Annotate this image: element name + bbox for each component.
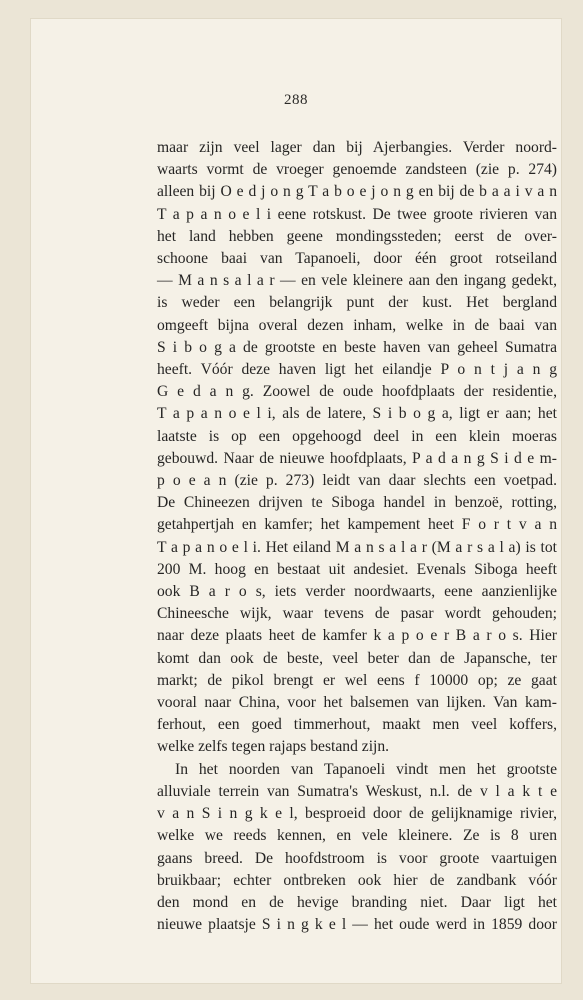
text-line: v a n S i n g k e l, besproeid door de gelijknamige rivier, [157, 805, 557, 823]
text-line: S i b o g a de grootste en beste haven van geheel Sumatra [157, 338, 557, 356]
text-line: 200 M. hoog en bestaat uit andesiet. Evenals Siboga heeft [157, 560, 557, 578]
text-line: De Chineezen drijven te Siboga handel in benzoë, rotting, [157, 494, 557, 512]
text-line: vooral naar China, voor het balsemen van lijken. Van kam- [157, 694, 557, 712]
text-line: omgeeft bijna overal dezen inham, welke in de baai van [157, 316, 557, 334]
text-line: ferhout, een goed timmerhout, maakt men veel koffers, [157, 716, 557, 734]
text-line: markt; de pikol brengt er wel eens f 10000 op; ze gaat [157, 671, 557, 689]
text-line: alluviale terrein van Sumatra's Weskust, n.l. de v l a k t e [157, 782, 557, 800]
text-line: In het noorden van Tapanoeli vindt men het grootste [175, 760, 557, 778]
book-page [30, 18, 562, 984]
text-line: p o e a n (zie p. 273) leidt van daar slechts een voetpad. [157, 472, 557, 490]
text-line: T a p a n o e l i eene rotskust. De twee groote rivieren van [157, 205, 557, 223]
text-line: heeft. Vóór deze haven ligt het eilandje P o n t j a n g [157, 361, 557, 379]
text-line: T a p a n o e l i, als de latere, S i b o g a, ligt er aan; het [157, 405, 557, 423]
text-line: bruikbaar; echter ontbreken ook hier de zandbank vóór [157, 871, 557, 889]
text-line: welke we reeds kennen, en vele kleinere. Ze is 8 uren [157, 827, 557, 845]
text-line: is weder een belangrijk punt der kust. Het bergland [157, 294, 557, 312]
text-line: waarts vormt de vroeger genoemde zandsteen (zie p. 274) [157, 161, 557, 179]
text-line: maar zijn veel lager dan bij Ajerbangies. Verder noord- [157, 139, 557, 156]
text-line: — M a n s a l a r — en vele kleinere aan den ingang gedekt, [157, 272, 557, 290]
page-number: 288 [284, 92, 308, 108]
body-text [157, 137, 557, 936]
text-line: den mond en de hevige branding niet. Daar ligt het [157, 893, 557, 911]
text-line: het land hebben geene mondingssteden; eerst de over- [157, 227, 557, 245]
text-line: schoone baai van Tapanoeli, door één groot rotseiland [157, 250, 557, 268]
text-line: gaans breed. De hoofdstroom is voor groote vaartuigen [157, 849, 557, 867]
text-line: getahpertjah en kamfer; het kampement heet F o r t v a n [157, 516, 557, 534]
text-line: komt dan ook de beste, veel beter dan de Japansche, ter [157, 649, 557, 667]
text-line: welke zelfs tegen rajaps bestand zijn. [157, 738, 390, 756]
text-line: T a p a n o e l i. Het eiland M a n s a l a r (M a r s a l a) is tot [157, 538, 557, 556]
text-line: naar deze plaats heet de kamfer k a p o e r B a r o s. Hier [157, 627, 557, 645]
text-line: alleen bij O e d j o n g T a b o e j o n g en bij de b a a i v a n [157, 183, 557, 201]
text-line: ook B a r o s, iets verder noordwaarts, eene aanzienlijke [157, 583, 557, 601]
text-line: G e d a n g. Zoowel de oude hoofdplaats der residentie, [157, 383, 557, 401]
text-line: gebouwd. Naar de nieuwe hoofdplaats, P a d a n g S i d e m- [157, 449, 557, 467]
text-line: nieuwe plaatsje S i n g k e l — het oude werd in 1859 door [157, 916, 557, 934]
text-line: Chineesche wijk, waar tevens de pasar wordt gehouden; [157, 605, 557, 623]
text-line: laatste is op een opgehoogd deel in een klein moeras [157, 427, 557, 445]
